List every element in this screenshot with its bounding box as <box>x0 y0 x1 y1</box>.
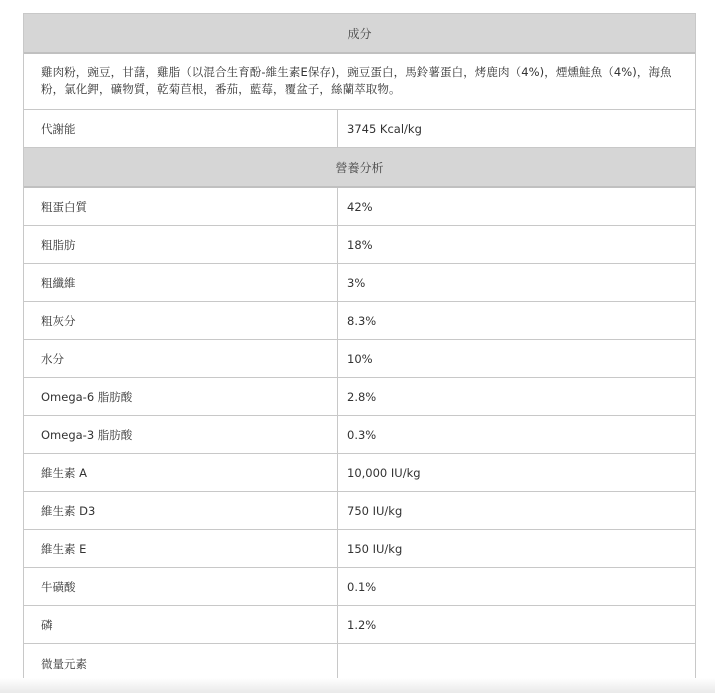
row-label: 維生素 A <box>24 454 338 491</box>
table-row <box>24 416 695 454</box>
table-row <box>24 226 695 264</box>
row-label: 維生素 D3 <box>24 492 338 529</box>
row-value: 10,000 IU/kg <box>347 465 421 480</box>
nutrition-header: 營養分析 <box>24 148 695 188</box>
row-value: 3% <box>347 275 366 290</box>
nutrition-table <box>23 13 696 684</box>
row-value: 10% <box>347 351 373 366</box>
table-row <box>24 302 695 340</box>
row-label: 粗灰分 <box>24 302 338 339</box>
metabolic-energy-row <box>24 110 695 148</box>
bottom-shadow <box>0 678 715 693</box>
table-row <box>24 568 695 606</box>
table-row <box>24 454 695 492</box>
row-label: 牛磺酸 <box>24 568 338 605</box>
row-value: 750 IU/kg <box>347 503 403 518</box>
table-row <box>24 264 695 302</box>
table-row <box>24 492 695 530</box>
row-value: 8.3% <box>347 313 377 328</box>
row-label: 水分 <box>24 340 338 377</box>
row-label: 維生素 E <box>24 530 338 567</box>
row-label: 磷 <box>24 606 338 643</box>
row-value: 0.3% <box>347 427 377 442</box>
row-label: 粗纖維 <box>24 264 338 301</box>
table-row <box>24 188 695 226</box>
table-row <box>24 340 695 378</box>
row-label: 微量元素 <box>24 644 338 683</box>
ingredients-header: 成分 <box>24 14 695 54</box>
row-label: 粗脂肪 <box>24 226 338 263</box>
row-value: 18% <box>347 237 373 252</box>
row-value: 1.2% <box>347 617 377 632</box>
row-value: 0.1% <box>347 579 377 594</box>
row-label: Omega-3 脂肪酸 <box>24 416 338 453</box>
table-row <box>24 378 695 416</box>
metabolic-energy-value: 3745 Kcal/kg <box>347 121 422 136</box>
table-row <box>24 606 695 644</box>
row-value: 150 IU/kg <box>347 541 403 556</box>
row-value: 42% <box>347 199 373 214</box>
metabolic-energy-label: 代謝能 <box>24 110 338 147</box>
ingredients-text: 雞肉粉，豌豆，甘藷，雞脂（以混合生育酚-維生素E保存)，豌豆蛋白，馬鈴薯蛋白，烤鹿肉（4%)，煙燻鮭魚（4%)，海魚粉，氯化鉀，礦物質，乾菊苣根，番茄，藍莓，覆盆子，絲蘭萃取物。 <box>24 54 695 110</box>
table-row <box>24 530 695 568</box>
row-label: Omega-6 脂肪酸 <box>24 378 338 415</box>
row-label: 粗蛋白質 <box>24 188 338 225</box>
row-value: 2.8% <box>347 389 377 404</box>
